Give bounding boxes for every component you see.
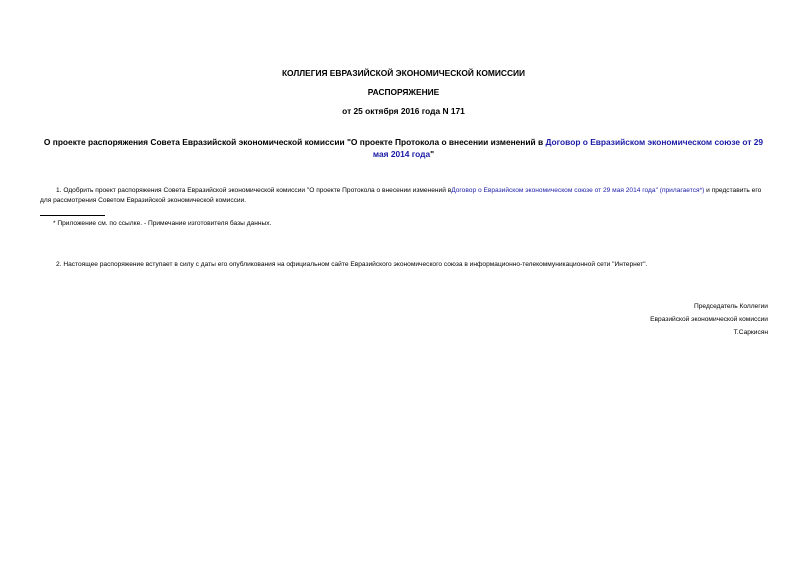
signature-title: Председатель Коллегии: [694, 303, 768, 310]
treaty-link-paragraph[interactable]: Договор о Евразийском экономическом союзе от 29 мая 2014 года: [451, 187, 656, 194]
signature-organization: Евразийской экономической комиссии: [650, 316, 768, 323]
subject-text-after: ": [430, 148, 435, 159]
appendix-link[interactable]: " (прилагается*): [655, 187, 705, 194]
paragraph-2-text: 2. Настоящее распоряжение вступает в силу с даты его опубликования на официальном сайте Евразийского экономического союза в информационно-телекоммуникационной сети "Интернет".: [56, 261, 648, 268]
signature-block: [650, 300, 768, 339]
document-subject: [40, 137, 767, 160]
treaty-link[interactable]: Договор о Евразийском экономическом союзе от 29 мая 2014 года: [372, 137, 764, 159]
organization-heading: КОЛЛЕГИЯ ЕВРАЗИЙСКОЙ ЭКОНОМИЧЕСКОЙ КОМИССИИ: [281, 68, 526, 78]
footnote: * Приложение см. по ссылке. - Примечание изготовителя базы данных.: [53, 220, 272, 227]
paragraph-2: [40, 260, 770, 270]
footnote-divider: [40, 215, 105, 216]
paragraph-1-text-before: 1. Одобрить проект распоряжения Совета Евразийской экономической комиссии "О проекте Протокола о внесении изменений в: [56, 187, 452, 194]
signature-name: Т.Саркисян: [733, 329, 768, 336]
subject-text-before: О проекте распоряжения Совета Евразийской экономической комиссии "О проекте Протокола о внесении изменений в: [43, 137, 546, 147]
document-type-heading: РАСПОРЯЖЕНИЕ: [367, 87, 440, 97]
paragraph-1: [40, 186, 770, 206]
paragraph-1-text-after: и представить его для рассмотрения Советом Евразийской экономической комиссии.: [40, 187, 762, 204]
document-date-number: от 25 октября 2016 года N 171: [342, 106, 465, 116]
